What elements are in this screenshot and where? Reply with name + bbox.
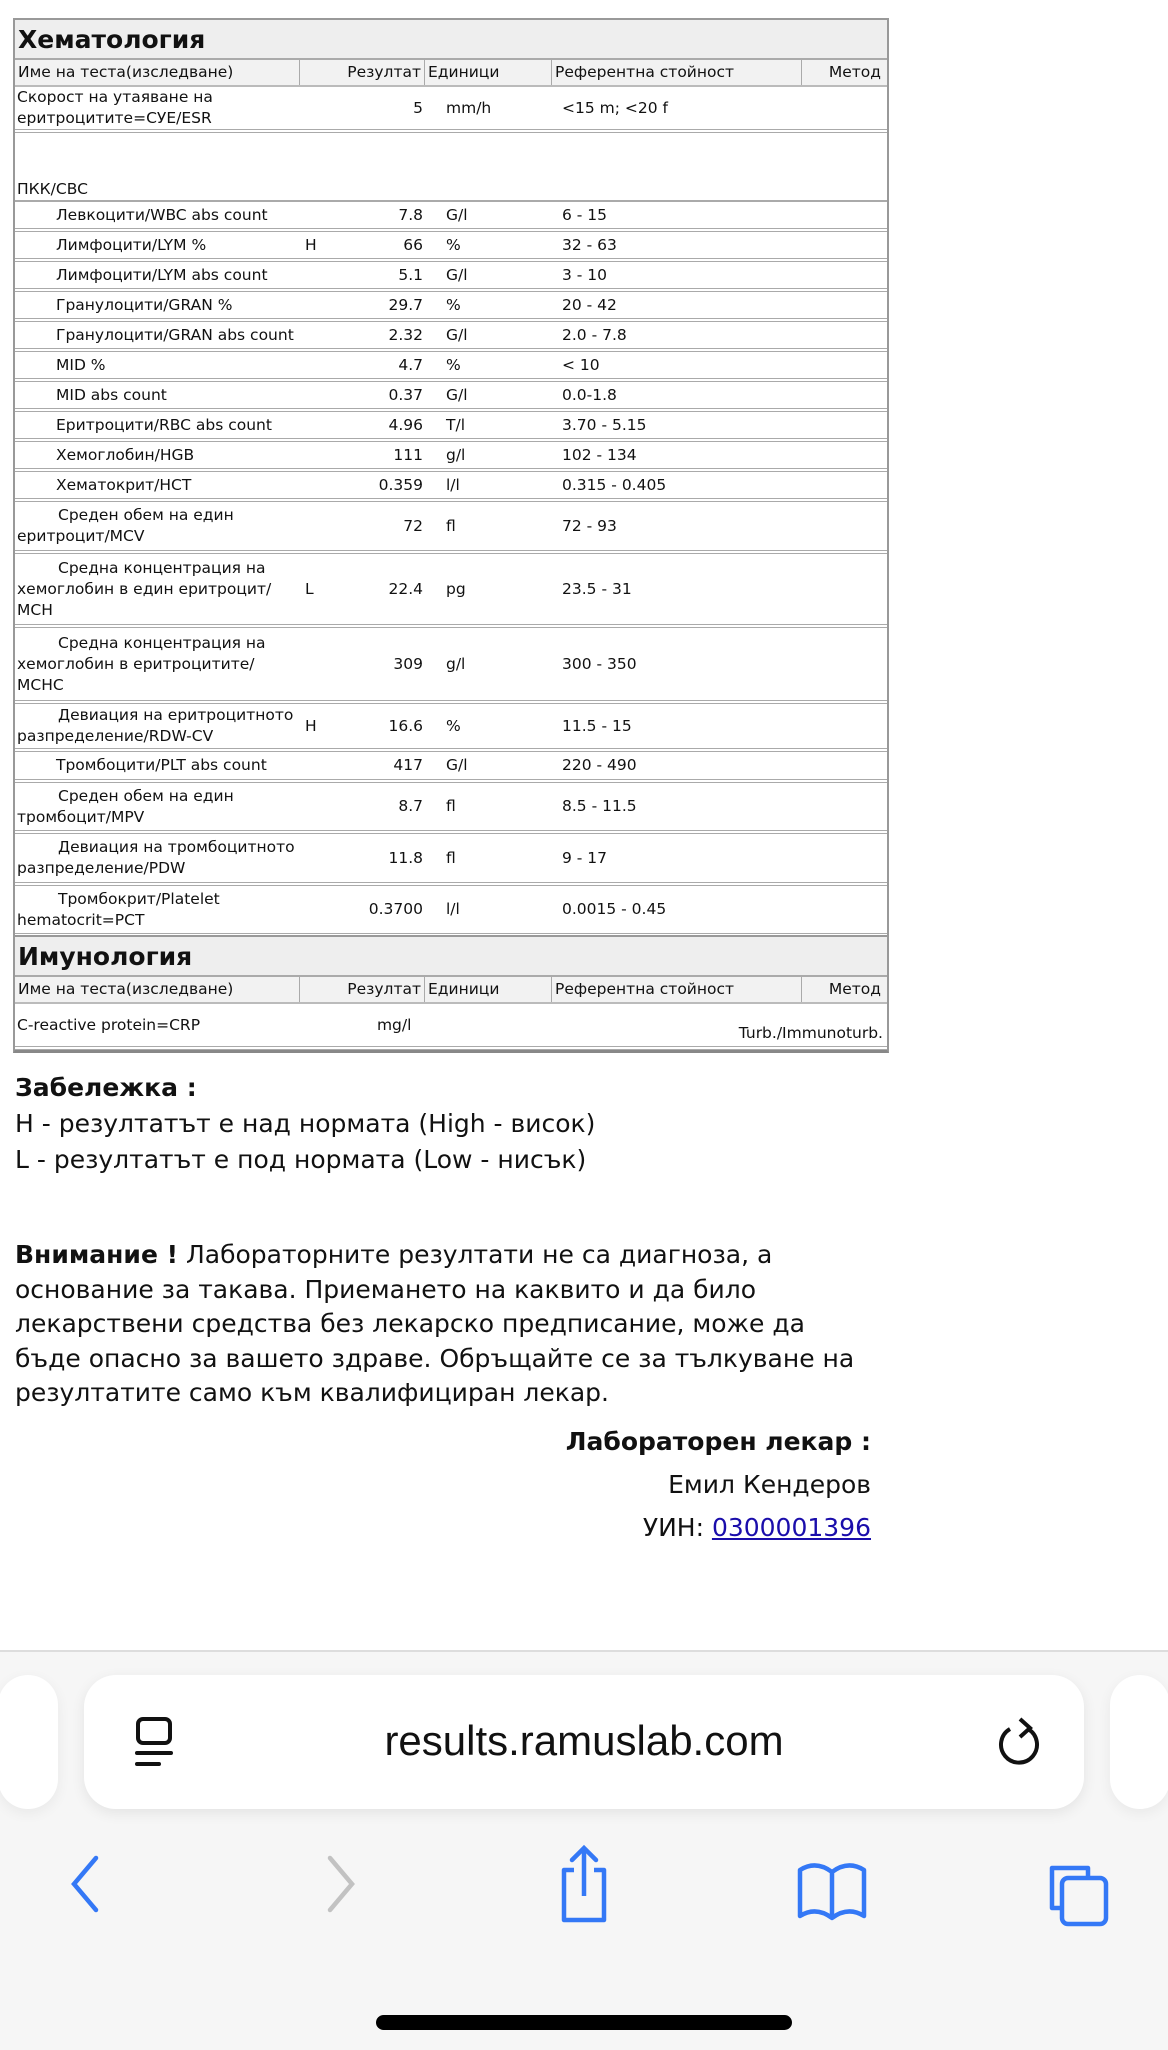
reference-range: 23.5 - 31 <box>562 579 632 598</box>
units: l/l <box>446 475 460 494</box>
test-name: Среден обем на един тромбоцит/MPV <box>17 786 234 826</box>
table-row <box>15 502 887 554</box>
table-row <box>15 412 887 442</box>
test-name: Лимфоцити/LYM abs count <box>56 265 268 284</box>
result-value: 29.7 <box>388 295 423 314</box>
units: G/l <box>446 385 468 404</box>
result-value: 5 <box>413 98 423 117</box>
units: fl <box>446 797 456 815</box>
note-line-low: L - резултатът е под нормата (Low - нисък) <box>15 1145 587 1174</box>
table-header <box>15 60 887 87</box>
units: g/l <box>446 445 466 464</box>
units: % <box>446 716 461 735</box>
result-value: 5.1 <box>398 265 423 284</box>
table-header <box>15 977 887 1004</box>
result-value: 309 <box>393 654 423 673</box>
reference-range: < 10 <box>562 355 600 374</box>
result-value: 4.7 <box>398 355 423 374</box>
result-value: 2.32 <box>388 325 423 344</box>
reference-range: 9 - 17 <box>562 848 608 867</box>
table-row <box>15 382 887 412</box>
units: G/l <box>446 205 468 224</box>
units: fl <box>446 516 456 535</box>
method: Turb./Immunoturb. <box>738 1024 883 1042</box>
url-text[interactable]: results.ramuslab.com <box>384 1717 784 1764</box>
col-units: Единици <box>425 60 552 85</box>
test-name: MID % <box>56 355 106 374</box>
col-reference: Референтна стойност <box>552 60 802 85</box>
test-name: Девиация на тромбоцитното разпределение/PDW <box>17 838 295 877</box>
units: l/l <box>446 900 460 918</box>
uin-link[interactable]: 0300001396 <box>711 1513 871 1542</box>
forward-icon[interactable] <box>320 1854 360 1914</box>
tabs-icon[interactable] <box>1044 1860 1112 1928</box>
test-name: Средна концентрация на хемоглобин в еритроцитите/ MCHC <box>17 633 266 694</box>
units: g/l <box>446 654 466 673</box>
units: fl <box>446 848 456 867</box>
home-indicator[interactable] <box>376 2015 792 2030</box>
warning-text: Лабораторните резултати не са диагноза, а основание за такава. Приемането на каквито и да било лекарствени средства без лекарско предписание, може да бъде опасно за вашето здраве. Обръщайте се за тълкуване на резултатите само към квалифициран лекар. <box>15 1240 855 1407</box>
reference-range: 0.0015 - 0.45 <box>562 900 667 918</box>
units: mg/l <box>376 1015 412 1034</box>
reference-range: 0.0-1.8 <box>562 385 617 404</box>
test-name: Среден обем на един еритроцит/MCV <box>17 506 234 545</box>
previous-tab-preview[interactable] <box>0 1675 58 1809</box>
browser-toolbar <box>0 1650 1168 2050</box>
back-icon[interactable] <box>66 1854 106 1914</box>
note-line-high: H - резултатът е над нормата (High - висок) <box>15 1109 596 1138</box>
reference-range: 20 - 42 <box>562 295 617 314</box>
result-value: 4.96 <box>388 415 423 434</box>
table-row <box>15 292 887 322</box>
units: G/l <box>446 756 468 774</box>
hematology-table <box>13 18 889 940</box>
reference-range: 0.315 - 0.405 <box>562 475 667 494</box>
test-name: Гранулоцити/GRAN abs count <box>56 325 294 344</box>
col-name: Име на теста(изследване) <box>15 60 300 85</box>
reference-range: 6 - 15 <box>562 205 608 224</box>
address-bar[interactable] <box>84 1675 1084 1809</box>
flag: H <box>305 235 317 254</box>
table-row <box>15 704 887 752</box>
result-value: 0.3700 <box>368 900 423 918</box>
immunology-table <box>13 935 889 1053</box>
table-row <box>15 1004 887 1050</box>
result-value: 16.6 <box>388 716 423 735</box>
warning-label: Внимание ! <box>15 1240 179 1269</box>
test-name: Хемоглобин/HGB <box>56 445 195 464</box>
flag: L <box>305 579 314 598</box>
units: T/l <box>446 415 465 434</box>
reload-icon[interactable] <box>994 1715 1044 1771</box>
table-row <box>15 554 887 628</box>
reference-range: 11.5 - 15 <box>562 716 632 735</box>
table-row <box>15 834 887 886</box>
units: pg <box>446 579 466 598</box>
test-name: Лимфоцити/LYM % <box>56 235 207 254</box>
units: G/l <box>446 265 468 284</box>
col-method: Метод <box>828 63 881 81</box>
reference-range: 72 - 93 <box>562 516 617 535</box>
table-row <box>15 232 887 262</box>
units: % <box>446 235 461 254</box>
table-row <box>15 472 887 502</box>
reference-range: 3.70 - 5.15 <box>562 415 647 434</box>
table-body <box>15 1004 887 1050</box>
flag: H <box>305 716 317 735</box>
result-value: 417 <box>393 756 423 774</box>
test-name: Хематокрит/HCT <box>56 475 192 494</box>
test-name: Гранулоцити/GRAN % <box>56 295 233 314</box>
result-value: 0.37 <box>388 385 423 404</box>
table-row <box>15 87 887 133</box>
test-name: Средна концентрация на хемоглобин в един еритроцит/ MCH <box>17 558 272 619</box>
group-header-row <box>15 133 887 202</box>
reference-range: 2.0 - 7.8 <box>562 325 627 344</box>
result-value: 0.359 <box>378 475 423 494</box>
reference-range: <15 m; <20 f <box>562 98 668 117</box>
test-name: ПКК/CBC <box>17 180 88 198</box>
table-row <box>15 442 887 472</box>
reference-range: 3 - 10 <box>562 265 608 284</box>
units: mm/h <box>446 98 492 117</box>
result-value: 72 <box>403 516 423 535</box>
next-tab-preview[interactable] <box>1110 1675 1168 1809</box>
reference-range: 102 - 134 <box>562 445 637 464</box>
test-name: C-reactive protein=CRP <box>17 1015 201 1034</box>
uin-label: УИН: <box>642 1513 712 1542</box>
table-row <box>15 352 887 382</box>
reference-range: 220 - 490 <box>562 756 637 774</box>
note-title: Забележка : <box>15 1073 197 1102</box>
result-value: 22.4 <box>388 579 423 598</box>
table-row <box>15 886 887 937</box>
col-units: Единици <box>425 977 552 1002</box>
result-value: 8.7 <box>398 797 423 815</box>
section-title-immunology: Имунология <box>15 937 887 977</box>
signature-title: Лабораторен лекар : <box>565 1427 871 1456</box>
col-name: Име на теста(изследване) <box>15 977 300 1002</box>
table-row <box>15 783 887 834</box>
reference-range: 8.5 - 11.5 <box>562 797 637 815</box>
test-name: Левкоцити/WBC abs count <box>56 205 268 224</box>
test-name: Еритроцити/RBC abs count <box>56 415 272 434</box>
bookmarks-icon[interactable] <box>796 1860 868 1922</box>
reference-range: 32 - 63 <box>562 235 617 254</box>
note <box>15 1070 595 1178</box>
reference-range: 300 - 350 <box>562 654 637 673</box>
test-name: Тромбоцити/PLT abs count <box>56 756 267 774</box>
table-body <box>15 87 887 937</box>
test-name: Тромбокрит/Platelet hematocrit=PCT <box>17 889 220 929</box>
table-row <box>15 752 887 783</box>
signature <box>566 1420 871 1549</box>
units: % <box>446 355 461 374</box>
col-reference: Референтна стойност <box>552 977 802 1002</box>
warning-paragraph <box>15 1238 875 1411</box>
units: G/l <box>446 325 468 344</box>
test-name: Скорост на утаяване на еритроцитите=СУЕ/ESR <box>17 88 213 127</box>
doctor-name: Емил Кендеров <box>668 1470 871 1499</box>
test-name: MID abs count <box>56 385 167 404</box>
units: % <box>446 295 461 314</box>
col-method: Метод <box>828 980 881 998</box>
result-value: 111 <box>393 445 423 464</box>
table-row <box>15 202 887 232</box>
share-icon[interactable] <box>556 1844 612 1924</box>
result-value: 11.8 <box>388 848 423 867</box>
result-value: 66 <box>403 235 423 254</box>
result-value: 7.8 <box>398 205 423 224</box>
col-result: Резултат <box>300 977 425 1002</box>
test-name: Девиация на еритроцитното разпределение/RDW-CV <box>17 706 294 745</box>
table-row <box>15 262 887 292</box>
col-result: Резултат <box>300 60 425 85</box>
table-row <box>15 628 887 704</box>
section-title-hematology: Хематология <box>15 20 887 60</box>
table-row <box>15 322 887 352</box>
